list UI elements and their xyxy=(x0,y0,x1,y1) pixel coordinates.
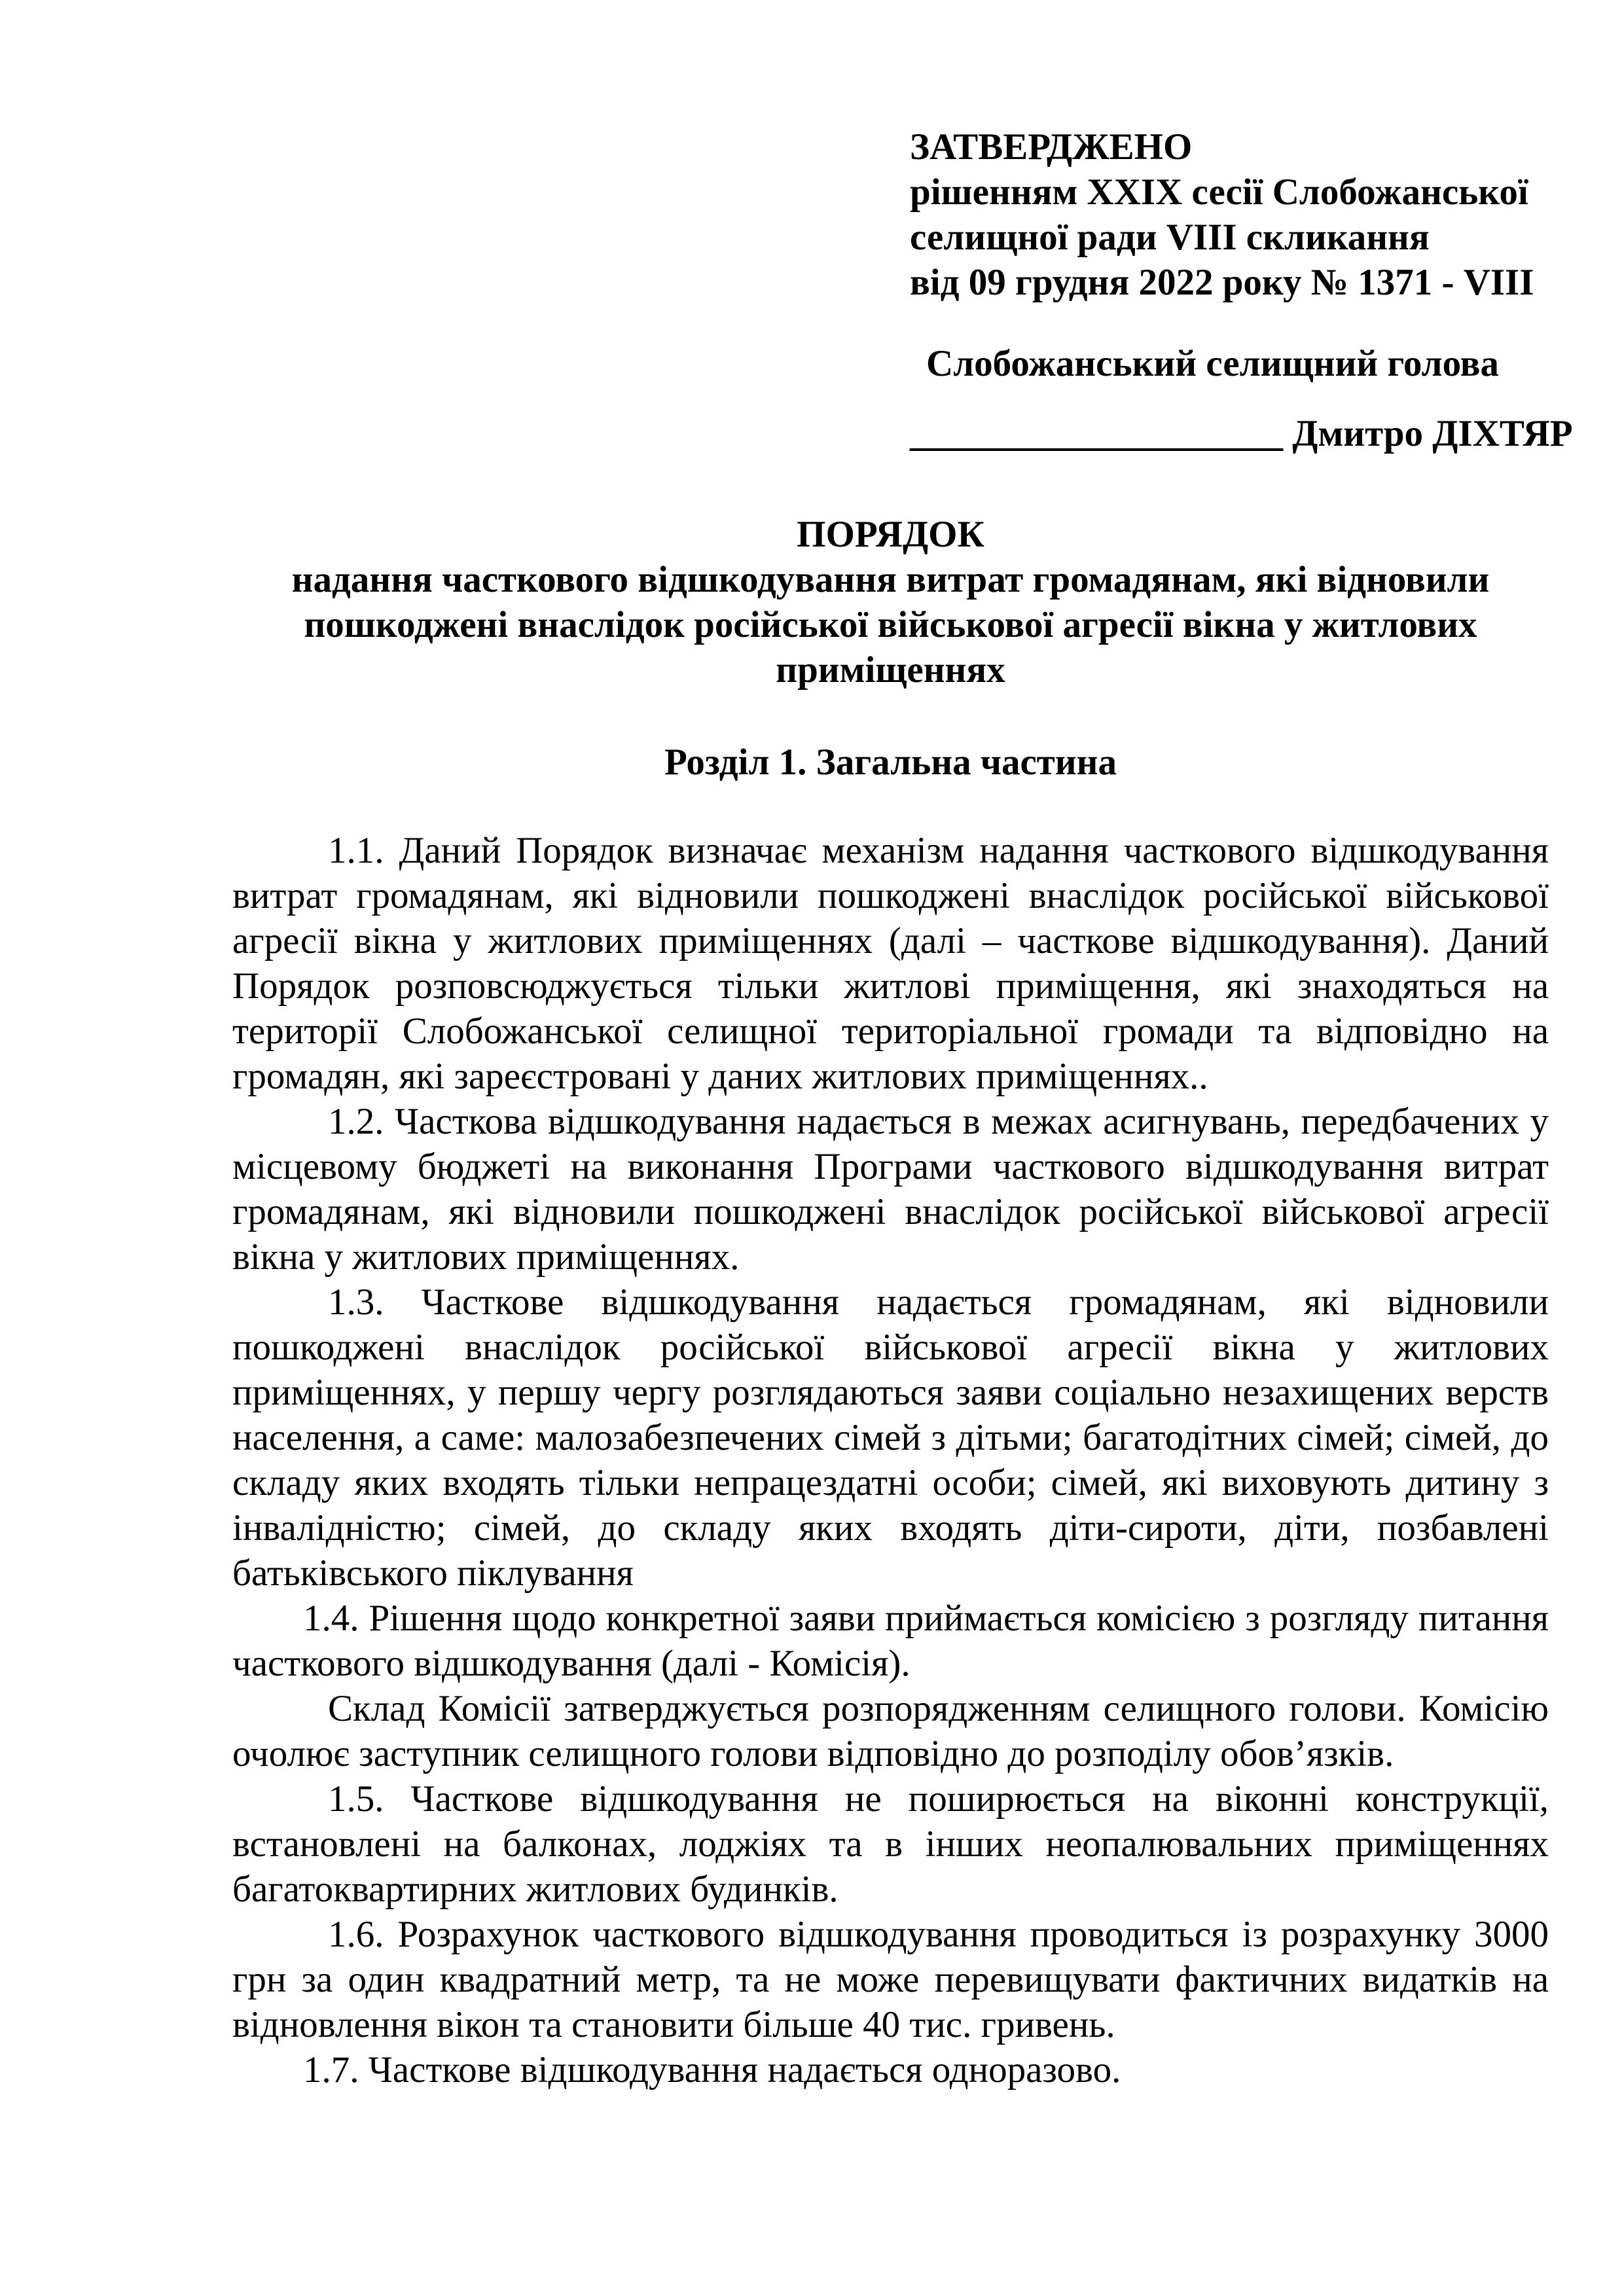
paragraph-1-5: 1.5. Часткове відшкодування не поширюється на віконні конструкції, встановлені на балконах, лоджіях та в інших неопалювальних приміщеннях багатоквартирних житлових будинків. xyxy=(232,1778,1549,1910)
approval-block xyxy=(910,124,1549,305)
paragraph-1-4: 1.4. Рішення щодо конкретної заяви приймається комісією з розгляду питання часткового відшкодування (далі - Комісія). xyxy=(232,1598,1549,1684)
approval-line-2: селищної ради VIII скликання xyxy=(910,217,1430,258)
section-heading: Розділ 1. Загальна частина xyxy=(664,742,1117,783)
paragraph-1-2: 1.2. Часткова відшкодування надається в межах асигнувань, передбачених у місцевому бюджеті на виконання Програми часткового відшкодування витрат громадянам, які відновили пошкоджені внаслідок російської військової агресії вікна у житлових приміщеннях. xyxy=(232,1101,1549,1278)
document-body xyxy=(232,828,1549,2092)
signature-row xyxy=(910,411,1573,456)
paragraph-1-3: 1.3. Часткове відшкодування надається громадянам, які відновили пошкоджені внаслідок російської військової агресії вікна у житлових приміщеннях, у першу чергу розглядаються заяви соціально незахищених верств населення, а саме: малозабезпечених сімей з дітьми; багатодітних сімей; сімей, до складу яких входять тільки непрацездатні особи; сімей, які виховують дитину з інвалідністю; сімей, до складу яких входять діти-сироти, діти, позбавлені батьківського піклування xyxy=(232,1282,1549,1594)
document-title-subtitle: надання часткового відшкодування витрат громадянам, які відновили пошкоджені внаслідок російської військової агресії вікна у житлових приміщеннях xyxy=(291,559,1490,691)
document-title xyxy=(232,512,1549,692)
paragraph-1-6: 1.6. Розрахунок часткового відшкодування проводиться із розрахунку 3000 грн за один квадратний метр, та не може перевищувати фактичних видатків на відновлення вікон та становити більше 40 тис. гривень. xyxy=(232,1914,1549,2045)
approval-stamp: ЗАТВЕРДЖЕНО xyxy=(910,126,1193,168)
paragraph-1-1: 1.1. Даний Порядок визначає механізм надання часткового відшкодування витрат громадянам, які відновили пошкоджені внаслідок російської військової агресії вікна у житлових приміщеннях (далі – часткове відшкодування). Даний Порядок розповсюджується тільки житлові приміщення, які знаходяться на території Слобожанської селищної територіальної громади та відповідно на громадян, які зареєстровані у даних житлових приміщеннях.. xyxy=(232,830,1549,1097)
signatory-name: Дмитро ДІХТЯР xyxy=(1292,413,1573,454)
paragraph-1-4-continuation: Склад Комісії затверджується розпорядженням селищного голови. Комісію очолює заступник селищного голови відповідно до розподілу обов’язків. xyxy=(232,1688,1549,1774)
approval-line-1: рішенням XXIX сесії Слобожанської xyxy=(910,171,1528,213)
approval-line-3: від 09 грудня 2022 року № 1371 - VIII xyxy=(910,262,1534,303)
document-title-caption: ПОРЯДОК xyxy=(797,514,984,555)
signatory-position: Слобожанський селищний голова xyxy=(926,343,1499,384)
paragraph-1-7: 1.7. Часткове відшкодування надається одноразово. xyxy=(303,2049,1121,2090)
signature-blank-line: ____________________ xyxy=(910,413,1283,454)
